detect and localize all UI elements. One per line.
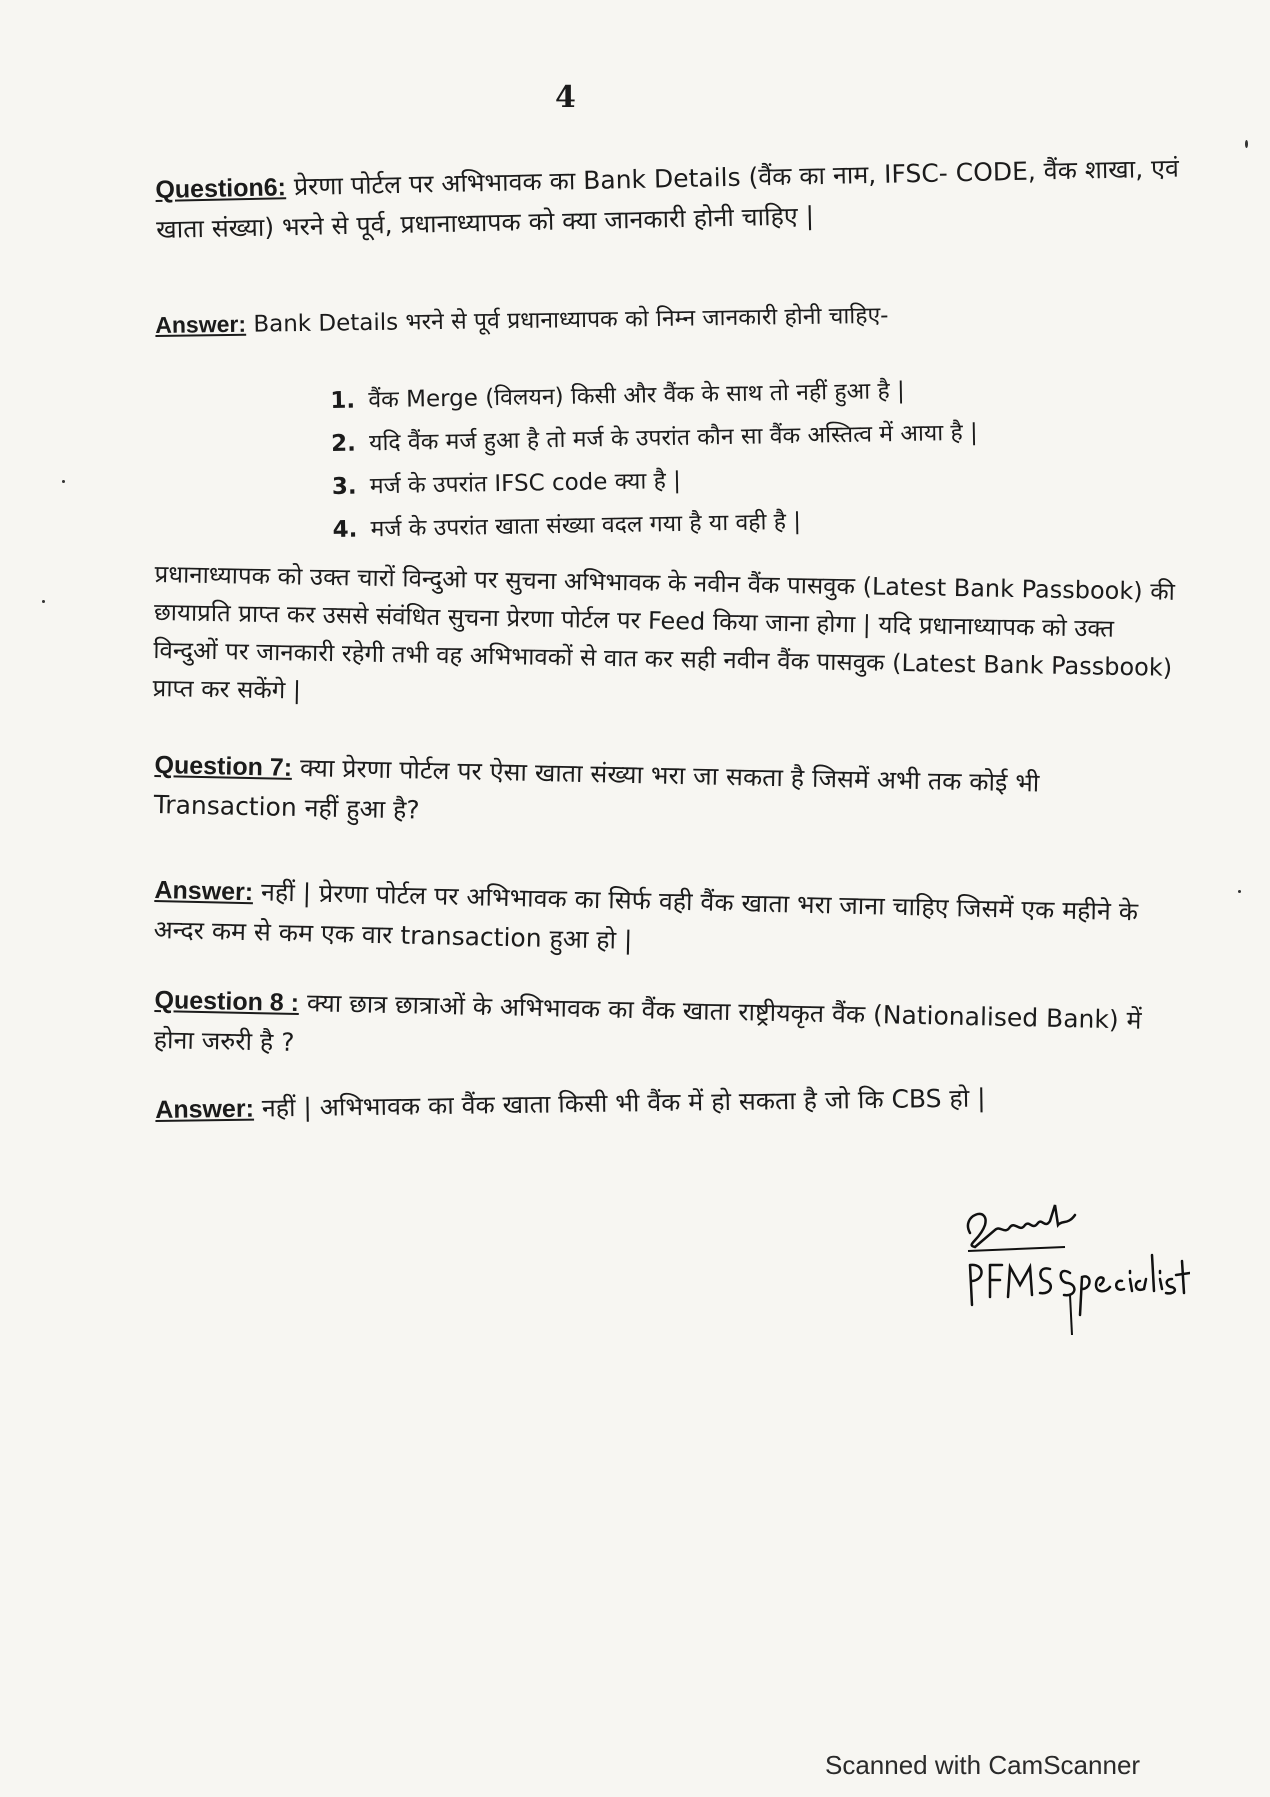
question-7-text: क्या प्रेरणा पोर्टल पर ऐसा खाता संख्या भरा जा सकता है जिसमें अभी तक कोई भी Transaction नहीं हुआ है? [153, 752, 1040, 825]
list-item-number: 1. [330, 387, 356, 414]
answer-7 [153, 870, 1185, 973]
question-6 [155, 148, 1186, 250]
answer-6-paragraph: प्रधानाध्यापक को उक्त चारों विन्दुओ पर सुचना अभिभावक के नवीन वैंक पासवुक (Latest Bank Passbook) की छायाप्रति प्राप्त कर उससे संवंधित सुचना प्रेरणा पोर्टल पर Feed किया जाना होगा | यदि प्रधानाध्यापक को उक्त विन्दुओं पर जानकारी रहेगी तभी वह अभिभावकों से वात कर सही नवीन वैंक पासवुक (Latest Bank Passbook) प्राप्त कर सकेंगे | [152, 559, 1176, 705]
answer-6-label: Answer: [155, 310, 247, 338]
handwritten-signature [950, 1185, 1190, 1335]
question-7-label: Question 7: [154, 750, 293, 782]
list-item-text: मर्ज के उपरांत IFSC code क्या है | [369, 467, 682, 500]
list-item-number: 3. [331, 473, 357, 500]
answer-6 [155, 291, 1185, 346]
list-item-number: 2. [330, 430, 357, 457]
question-6-label: Question6: [155, 173, 287, 204]
question-8 [153, 980, 1184, 1082]
answer-8 [155, 1076, 1185, 1130]
question-8-label: Question 8 : [154, 985, 300, 1018]
answer-7-label: Answer: [154, 875, 254, 907]
answer-8-label: Answer: [155, 1094, 255, 1124]
list-item-text: वैंक Merge (विलयन) किसी और वैंक के साथ तो नहीं हुआ है | [368, 377, 905, 414]
list-item-number: 4. [332, 516, 358, 543]
scan-speck [1245, 140, 1248, 148]
scan-speck [1238, 890, 1241, 893]
scan-speck [62, 480, 65, 483]
question-6-text: प्रेरणा पोर्टल पर अभिभावक का Bank Details (वैंक का नाम, IFSC- CODE, वैंक शाखा, एवं खाता संख्या) भरने से पूर्व, प्रधानाध्यापक को क्या जानकारी होनी चाहिए | [155, 153, 1180, 244]
scan-speck [42, 600, 45, 603]
question-8-text: क्या छात्र छात्राओं के अभिभावक का वैंक खाता राष्ट्रीयकृत वैंक (Nationalised Bank) में होना जरुरी है ? [153, 988, 1142, 1057]
answer-7-text: नहीं | प्रेरणा पोर्टल पर अभिभावक का सिर्फ वही वैंक खाता भरा जाना चाहिए जिसमें एक महीने के अन्दर कम से कम एक वार transaction हुआ हो | [153, 877, 1139, 955]
page-number: 4 [555, 80, 576, 115]
question-7 [153, 745, 1184, 847]
answer-6-text: Bank Details भरने से पूर्व प्रधानाध्यापक को निम्न जानकारी होनी चाहिए- [245, 302, 889, 338]
list-item-text: मर्ज के उपरांत खाता संख्या वदल गया है या वही है | [370, 508, 802, 543]
answer-6-list [330, 366, 1153, 552]
answer-8-text: नहीं | अभिभावक का वैंक खाता किसी भी वैंक में हो सकता है जो कि CBS हो | [253, 1083, 986, 1123]
scanner-watermark: Scanned with CamScanner [825, 1750, 1141, 1780]
list-item-text: यदि वैंक मर्ज हुआ है तो मर्ज के उपरांत कौन सा वैंक अस्तित्व में आया है | [368, 419, 978, 457]
